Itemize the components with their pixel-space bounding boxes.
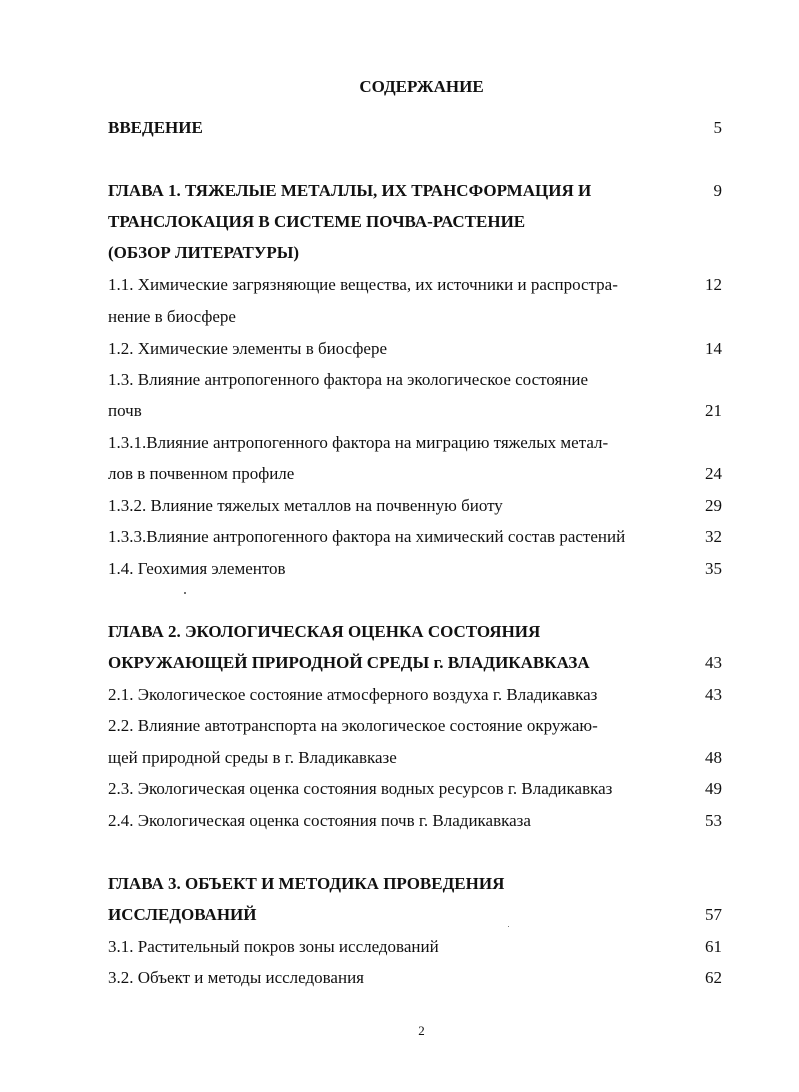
toc-page-number: 12	[705, 275, 722, 294]
toc-page-number: 24	[705, 464, 722, 483]
toc-page-number: 61	[705, 937, 722, 956]
toc-page-number: 21	[705, 401, 722, 420]
toc-chapter-1-heading: ТРАНСЛОКАЦИЯ В СИСТЕМЕ ПОЧВА-РАСТЕНИЕ	[108, 212, 526, 231]
toc-chapter-1-heading: (ОБЗОР ЛИТЕРАТУРЫ)	[108, 243, 300, 262]
scan-speck	[184, 592, 186, 594]
toc-chapter-2-heading: ОКРУЖАЮЩЕЙ ПРИРОДНОЙ СРЕДЫ г. ВЛАДИКАВКАЗА	[108, 653, 590, 672]
toc-page-number: 53	[705, 811, 722, 830]
toc-entry: 1.3.2. Влияние тяжелых металлов на почвенную биоту	[108, 496, 503, 515]
toc-chapter-3-heading: ИССЛЕДОВАНИЙ	[108, 905, 257, 924]
toc-page-number: 43	[705, 685, 722, 704]
toc-entry: лов в почвенном профиле	[108, 464, 295, 483]
toc-entry: 1.3. Влияние антропогенного фактора на экологическое состояние	[108, 370, 589, 389]
toc-page-number: 49	[705, 779, 722, 798]
toc-page-number: 29	[705, 496, 722, 515]
toc-entry: 2.4. Экологическая оценка состояния почв г. Владикавказа	[108, 811, 531, 830]
toc-chapter-2-heading: ГЛАВА 2. ЭКОЛОГИЧЕСКАЯ ОЦЕНКА СОСТОЯНИЯ	[108, 622, 541, 641]
toc-entry-introduction: ВВЕДЕНИЕ	[108, 118, 203, 137]
toc-entry: 1.1. Химические загрязняющие вещества, их источники и распростра-	[108, 275, 618, 294]
toc-page-number: 5	[713, 118, 722, 137]
toc-entry: щей природной среды в г. Владикавказе	[108, 748, 397, 767]
toc-entry: 1.3.3.Влияние антропогенного фактора на химический состав растений	[108, 527, 626, 546]
toc-entry: 2.1. Экологическое состояние атмосферного воздуха г. Владикавказ	[108, 685, 598, 704]
page-number: 2	[418, 1023, 425, 1038]
toc-entry: 1.2. Химические элементы в биосфере	[108, 339, 388, 358]
scan-speck	[508, 926, 509, 927]
toc-page-number: 32	[705, 527, 722, 546]
toc-chapter-3-heading: ГЛАВА 3. ОБЪЕКТ И МЕТОДИКА ПРОВЕДЕНИЯ	[108, 874, 505, 893]
toc-page-number: 14	[705, 339, 722, 358]
toc-entry: 1.4. Геохимия элементов	[108, 559, 286, 578]
toc-page-number: 43	[705, 653, 722, 672]
toc-entry: 3.2. Объект и методы исследования	[108, 968, 364, 987]
toc-page-number: 62	[705, 968, 722, 987]
page-title: СОДЕРЖАНИЕ	[359, 77, 484, 96]
toc-page-number: 57	[705, 905, 722, 924]
toc-entry: 2.3. Экологическая оценка состояния водных ресурсов г. Владикавказ	[108, 779, 613, 798]
toc-page-number: 9	[713, 181, 722, 200]
toc-entry: 2.2. Влияние автотранспорта на экологическое состояние окружаю-	[108, 716, 598, 735]
toc-entry: 1.3.1.Влияние антропогенного фактора на миграцию тяжелых метал-	[108, 433, 609, 452]
toc-entry: почв	[108, 401, 142, 420]
toc-entry: 3.1. Растительный покров зоны исследований	[108, 937, 439, 956]
toc-page-number: 35	[705, 559, 722, 578]
toc-page-number: 48	[705, 748, 722, 767]
toc-entry: нение в биосфере	[108, 307, 236, 326]
toc-chapter-1-heading: ГЛАВА 1. ТЯЖЕЛЫЕ МЕТАЛЛЫ, ИХ ТРАНСФОРМАЦИЯ И	[108, 181, 592, 200]
